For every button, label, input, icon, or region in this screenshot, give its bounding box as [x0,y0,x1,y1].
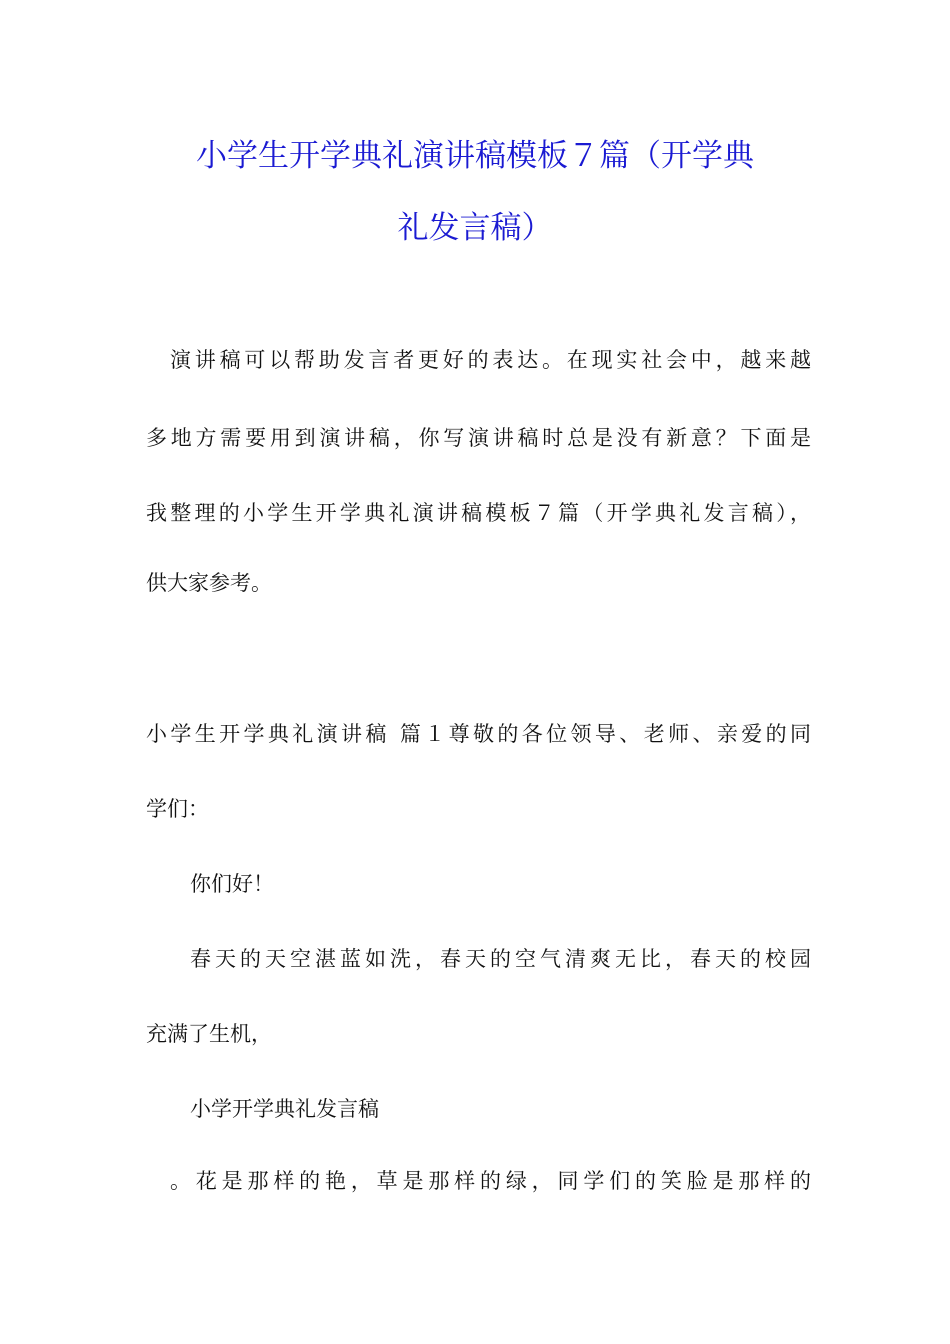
intro-line-2: 多地方需要用到演讲稿，你写演讲稿时总是没有新意？下面是 [146,426,811,450]
section-heading-line-2: 学们： [146,797,209,821]
intro-line-1: 演讲稿可以帮助发言者更好的表达。在现实社会中，越来越 [170,348,811,372]
flower-line: 。花是那样的艳，草是那样的绿，同学们的笑脸是那样的 [170,1169,811,1193]
intro-line-4: 供大家参考。 [146,571,272,595]
subheading-line: 小学开学典礼发言稿 [190,1097,379,1121]
document-title-line-1: 小学生开学典礼演讲稿模板７篇（开学典 [196,138,754,174]
document-title-line-2: 礼发言稿） [397,210,553,246]
spring-line-2: 充满了生机， [146,1022,272,1046]
spring-line-1: 春天的天空湛蓝如洗，春天的空气清爽无比，春天的校园 [190,947,811,971]
intro-line-3: 我整理的小学生开学典礼演讲稿模板７篇（开学典礼发言稿）， [146,501,811,525]
section-heading-line-1: 小学生开学典礼演讲稿 篇１尊敬的各位领导、老师、亲爱的同 [146,722,811,746]
greeting-line: 你们好！ [190,872,274,896]
